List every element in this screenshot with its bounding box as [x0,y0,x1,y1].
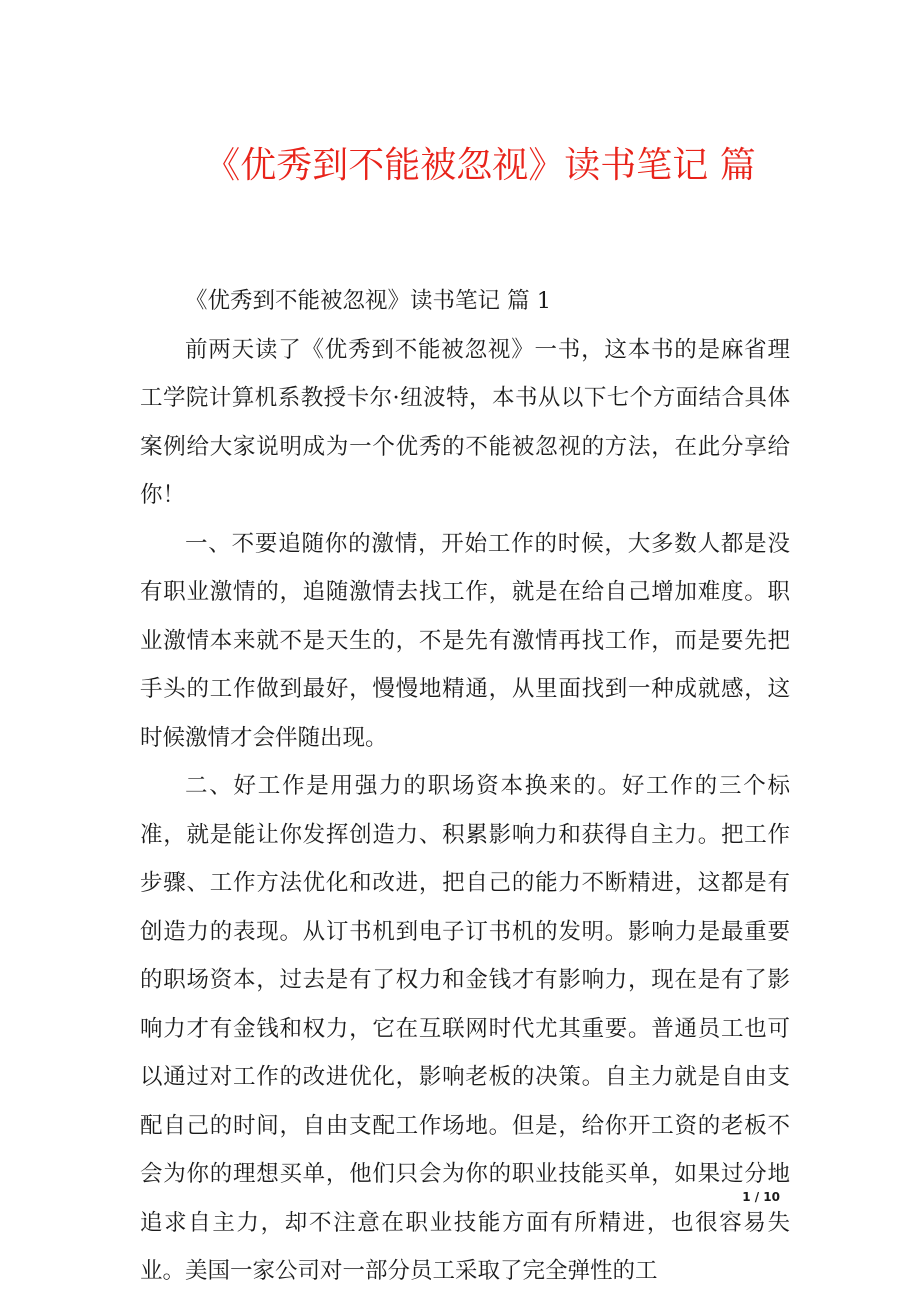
paragraph-point-one: 一、不要追随你的激情，开始工作的时候，大多数人都是没有职业激情的，追随激情去找工作，就是在给自己增加难度。职业激情本来就不是天生的，不是先有激情再找工作，而是要先把手头的工作做到最好，慢慢地精通，从里面找到一种成就感，这时候激情才会伴随出现。 [140,530,790,751]
paragraph-point-two: 二、好工作是用强力的职场资本换来的。好工作的三个标准，就是能让你发挥创造力、积累影响力和获得自主力。把工作步骤、工作方法优化和改进，把自己的能力不断精进，这都是有创造力的表现。从订书机到电子订书机的发明。影响力是最重要的职场资本，过去是有了权力和金钱才有影响力，现在是有了影响力才有金钱和权力，它在互联网时代尤其重要。普通员工也可以通过对工作的改进优化，影响老板的决策。自主力就是自由支配自己的时间，自由支配工作场地。但是，给你开工资的老板不会为你的理想买单，他们只会为你的职业技能买单，如果过分地追求自主力，却不注意在职业技能方面有所精进，也很容易失业。美国一家公司对一部分员工采取了完全弹性的工 [140,773,790,1284]
section-heading: 《优秀到不能被忽视》读书笔记 篇 1 [185,288,552,314]
paragraph-intro: 前两天读了《优秀到不能被忽视》一书，这本书的是麻省理工学院计算机系教授卡尔·纽波特，本书从以下七个方面结合具体案例给大家说明成为一个优秀的不能被忽视的方法，在此分享给你！ [140,336,790,508]
document-body [140,277,790,1296]
page-number: 1 / 10 [742,1190,780,1204]
document-title: 《优秀到不能被忽视》读书笔记 篇 [204,145,756,186]
